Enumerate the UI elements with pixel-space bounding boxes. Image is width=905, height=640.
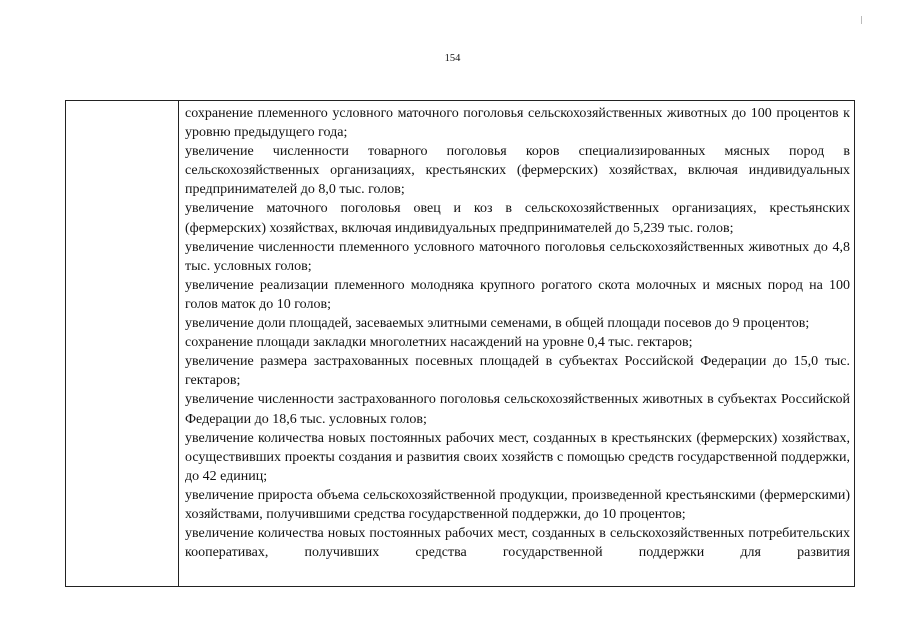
paragraph: увеличение прироста объема сельскохозяйственной продукции, произведенной крестьянскими (фермерскими) хозяйствами, получившими средства государственной поддержки, до 10 процентов; (185, 487, 850, 522)
paragraph: увеличение размера застрахованных посевных площадей в субъектах Российской Федерации до 15,0 тыс. гектаров; (185, 354, 850, 389)
page-number: 154 (444, 53, 461, 64)
paragraph: увеличение маточного поголовья овец и коз в сельскохозяйственных организациях, крестьянских (фермерских) хозяйствах, включая индивидуальных предпринимателей до 5,239 тыс. голов; (185, 201, 850, 236)
paragraph: сохранение площади закладки многолетних насаждений на уровне 0,4 тыс. гектаров; (185, 335, 693, 351)
paragraph: увеличение численности товарного поголовья коров специализированных мясных пород в сельскохозяйственных организациях, крестьянских (фермерских) хозяйствах, включая индивидуальных предпринимателей до 8,0 тыс. голов; (185, 144, 850, 198)
table-right-column (179, 101, 854, 586)
paragraph: увеличение количества новых постоянных рабочих мест, созданных в крестьянских (фермерских) хозяйствах, осуществивших проекты создания и развития своих хозяйств с помощью средств государственной поддержки, до 42 единиц; (185, 430, 850, 484)
document-table (65, 100, 855, 587)
paragraph: увеличение реализации племенного молодняка крупного рогатого скота молочных и мясных пород на 100 голов маток до 10 голов; (185, 277, 850, 312)
paragraph: увеличение доли площадей, засеваемых элитными семенами, в общей площади посевов до 9 процентов; (185, 316, 810, 332)
paragraph: увеличение численности застрахованного поголовья сельскохозяйственных животных в субъектах Российской Федерации до 18,6 тыс. условных голов; (185, 392, 850, 427)
paragraph: сохранение племенного условного маточного поголовья сельскохозяйственных животных до 100 процентов к уровню предыдущего года; (185, 106, 850, 141)
paragraph: увеличение количества новых постоянных рабочих мест, созданных в сельскохозяйственных потребительских кооперативах, получивших средства государственной поддержки для развития (185, 526, 850, 561)
scan-mark (861, 16, 862, 24)
table-left-column (66, 101, 179, 586)
paragraph: увеличение численности племенного условного маточного поголовья сельскохозяйственных животных до 4,8 тыс. условных голов; (185, 239, 850, 274)
